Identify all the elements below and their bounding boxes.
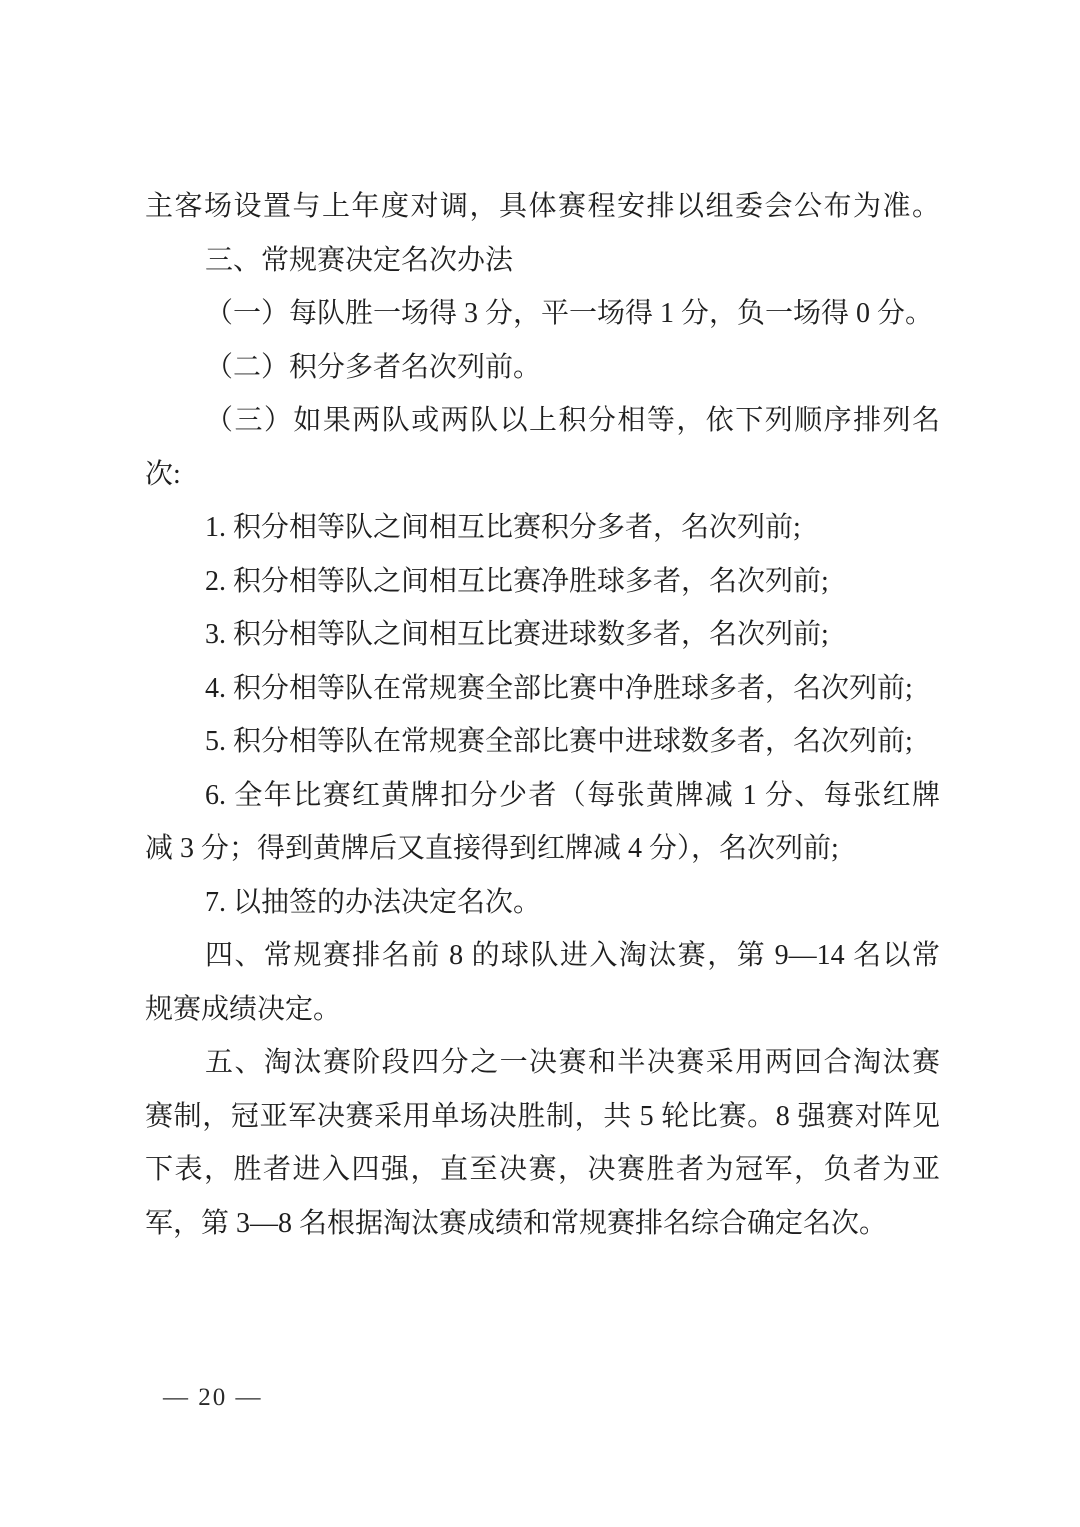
document-body bbox=[145, 180, 940, 1250]
doc-line: （一）每队胜一场得 3 分，平一场得 1 分，负一场得 0 分。 bbox=[205, 298, 934, 329]
doc-line: 主客场设置与上年度对调，具体赛程安排以组委会公布为准。 bbox=[145, 191, 940, 222]
doc-line: 3. 积分相等队之间相互比赛进球数多者，名次列前; bbox=[205, 619, 829, 650]
doc-line: 下表，胜者进入四强，直至决赛，决赛胜者为冠军，负者为亚 bbox=[145, 1154, 940, 1185]
doc-line: 三、常规赛决定名次办法 bbox=[205, 244, 514, 276]
doc-line: 赛制，冠亚军决赛采用单场决胜制，共 5 轮比赛。8 强赛对阵见 bbox=[145, 1100, 940, 1132]
doc-line: （二）积分多者名次列前。 bbox=[205, 351, 542, 383]
doc-line: 规赛成绩决定。 bbox=[145, 993, 342, 1025]
doc-line: 军，第 3—8 名根据淘汰赛成绩和常规赛排名综合确定名次。 bbox=[145, 1207, 888, 1239]
doc-line: 7. 以抽签的办法决定名次。 bbox=[205, 886, 542, 918]
doc-line: 减 3 分；得到黄牌后又直接得到红牌减 4 分），名次列前; bbox=[145, 833, 839, 864]
doc-line: 次: bbox=[145, 458, 181, 490]
doc-line: 5. 积分相等队在常规赛全部比赛中进球数多者，名次列前; bbox=[205, 726, 913, 757]
doc-line: 五、淘汰赛阶段四分之一决赛和半决赛采用两回合淘汰赛 bbox=[205, 1047, 940, 1078]
doc-line: 四、常规赛排名前 8 的球队进入淘汰赛，第 9—14 名以常 bbox=[205, 940, 940, 971]
page-number: — 20 — bbox=[163, 1384, 263, 1411]
doc-line: 4. 积分相等队在常规赛全部比赛中净胜球多者，名次列前; bbox=[205, 672, 913, 704]
doc-line: 1. 积分相等队之间相互比赛积分多者，名次列前; bbox=[205, 512, 801, 543]
doc-line: （三）如果两队或两队以上积分相等，依下列顺序排列名 bbox=[205, 405, 940, 436]
doc-line: 2. 积分相等队之间相互比赛净胜球多者，名次列前; bbox=[205, 565, 829, 597]
doc-line: 6. 全年比赛红黄牌扣分少者（每张黄牌减 1 分、每张红牌 bbox=[205, 779, 940, 811]
